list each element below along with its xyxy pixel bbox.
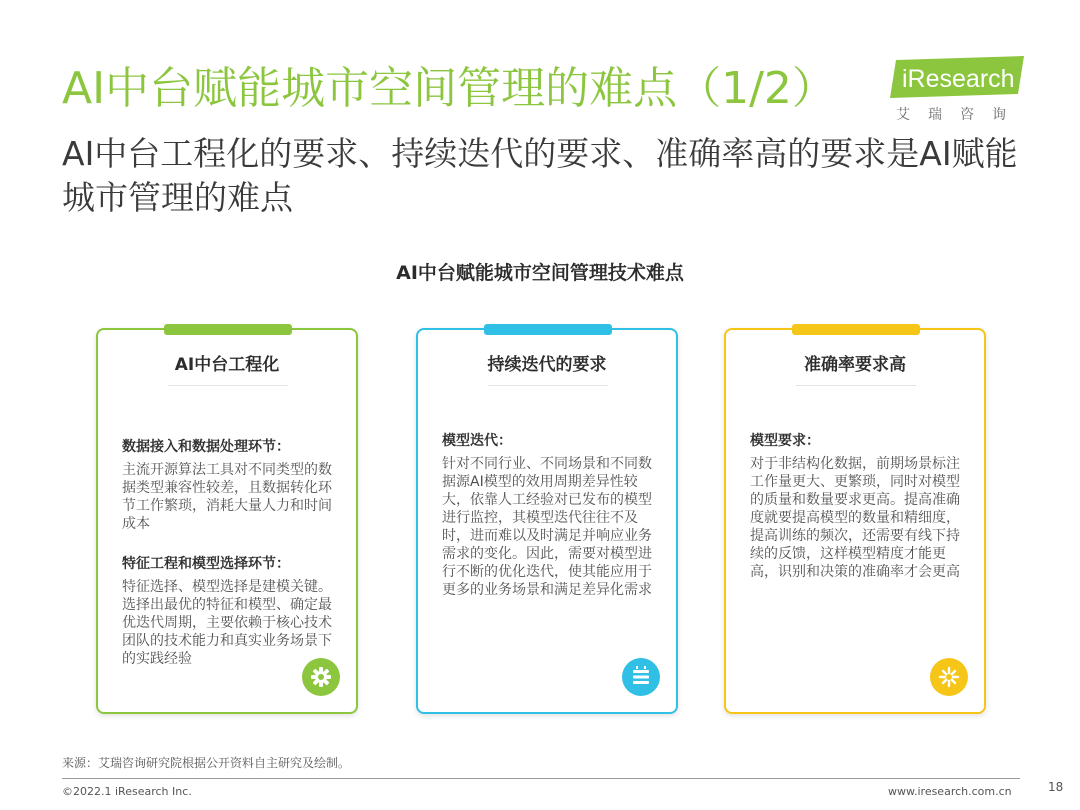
card-tab: [164, 324, 292, 335]
page-title: AI中台赋能城市空间管理的难点（1/2）: [62, 63, 836, 114]
logo-chinese-name: 艾瑞咨询: [896, 107, 1024, 123]
figure-title: AI中台赋能城市空间管理技术难点: [396, 262, 684, 284]
section-heading: 特征工程和模型选择环节：: [122, 556, 290, 572]
logo-mark: [890, 56, 1030, 104]
card-title: AI中台工程化: [174, 355, 280, 375]
page-number: 18: [1048, 780, 1064, 794]
copyright: ©2022.1 iResearch Inc.: [62, 785, 192, 798]
section-text: 特征选择、模型选择是建模关键。选择出最优的特征和模型、确定最优迭代周期，主要依赖于核心技术团队的技术能力和真实业务场景下的实践经验: [122, 579, 332, 667]
card-ai-engineering: [96, 328, 358, 714]
layers-icon: [622, 658, 660, 696]
card-title: 持续迭代的要求: [487, 355, 607, 375]
sparkle-icon: [930, 658, 968, 696]
iresearch-logo: [890, 56, 1030, 126]
section-heading: 模型要求：: [750, 433, 820, 449]
card-body: [442, 432, 662, 621]
page-subtitle: AI中台工程化的要求、持续迭代的要求、准确率高的要求是AI赋能城市管理的难点: [62, 134, 1018, 217]
card-tab: [484, 324, 612, 335]
card-continuous-iteration: [416, 328, 678, 714]
card-divider: [488, 385, 608, 386]
gear-icon: [302, 658, 340, 696]
section-heading: 数据接入和数据处理环节：: [122, 439, 290, 455]
section-text: 主流开源算法工具对不同类型的数据类型兼容性较差，且数据转化环节工作繁琐，消耗大量人力和时间成本: [122, 462, 332, 532]
website-link[interactable]: www.iresearch.com.cn: [888, 785, 1012, 798]
card-body: [750, 432, 970, 603]
card-divider: [168, 385, 288, 386]
footer-divider: [62, 778, 1020, 779]
card-divider: [796, 385, 916, 386]
logo-wordmark: iResearch: [902, 65, 1015, 93]
section-text: 对于非结构化数据，前期场景标注工作量更大、更繁琐，同时对模型的质量和数量要求更高。提高准确度就要提高模型的数量和精细度，提高训练的频次，还需要有线下持续的反馈，这样模型精度才能更高，识别和决策的准确率才会更高: [750, 456, 960, 580]
card-body: [122, 438, 342, 690]
section-text: 针对不同行业、不同场景和不同数据源AI模型的效用周期差异性较大，依靠人工经验对已发布的模型进行监控，其模型迭代往往不及时，进而难以及时满足并响应业务需求的变化。因此，需要对模型进行不断的优化迭代，使其能应用于更多的业务场景和满足差异化需求: [442, 456, 652, 598]
card-title: 准确率要求高: [804, 355, 906, 375]
source-note: 来源：艾瑞咨询研究院根据公开资料自主研究及绘制。: [62, 756, 351, 770]
section-heading: 模型迭代：: [442, 433, 512, 449]
card-high-accuracy: [724, 328, 986, 714]
card-tab: [792, 324, 920, 335]
